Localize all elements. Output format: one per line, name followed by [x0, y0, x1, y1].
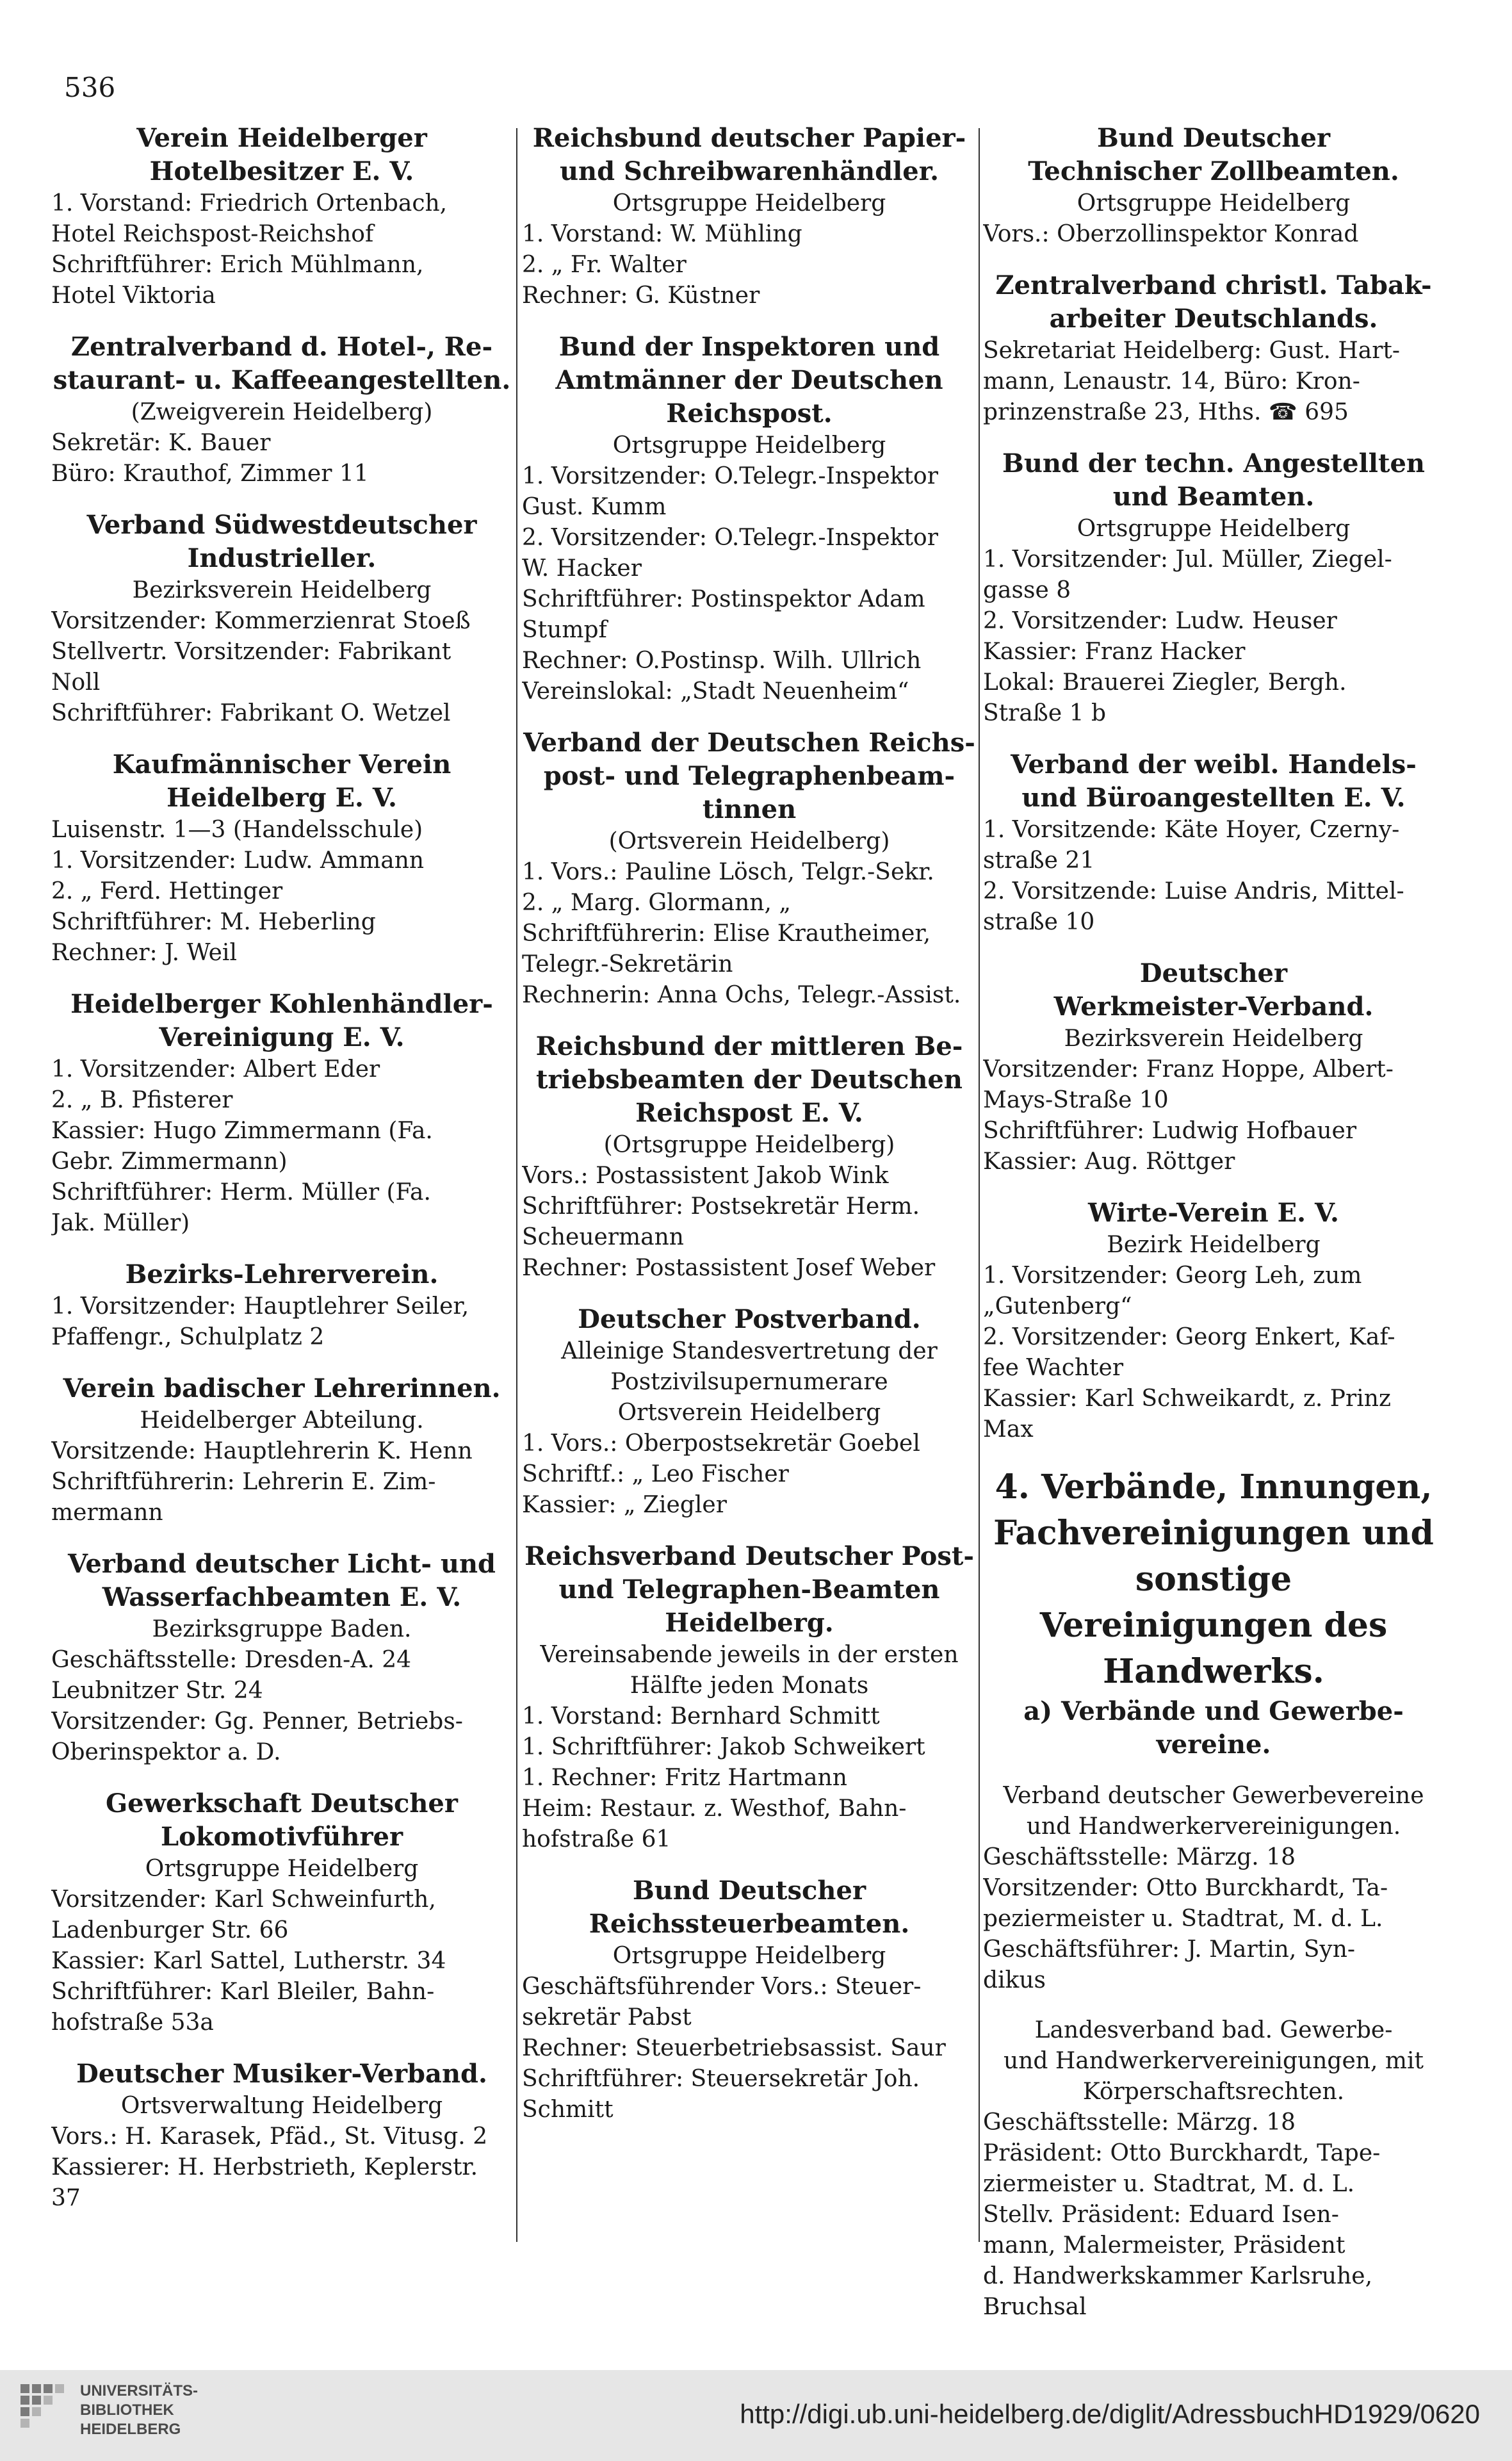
entry-line: Stellv. Präsident: Eduard Isen- [983, 2202, 1339, 2228]
entry-subtitle: Ortsgruppe Heidelberg [612, 432, 886, 459]
section-title: 4. Verbände, Innungen, [995, 1468, 1433, 1507]
entry-title: Reichspost. [666, 398, 833, 429]
entry-subtitle: (Ortsgruppe Heidelberg) [603, 1132, 895, 1158]
entry-line: Vorsitzender: Otto Burckhardt, Ta- [983, 1875, 1388, 1901]
entry-subtitle: und Handwerkervereinigungen. [1026, 1813, 1401, 1840]
entry-line: 1. Vorsitzender: Hauptlehrer Seiler, [51, 1293, 469, 1320]
directory-entry [51, 1787, 512, 2038]
entry-line: fee Wachter [983, 1355, 1124, 1381]
entry-title: Verband Südwestdeutscher [86, 510, 477, 540]
entry-line: Geschäftsstelle: Märzg. 18 [983, 2109, 1296, 2136]
entry-line: 1. Vorstand: Bernhard Schmitt [522, 1703, 880, 1729]
entry-line: 1. Schriftführer: Jakob Schweikert [522, 1734, 925, 1760]
entry-line: Rechner: G. Küstner [522, 282, 760, 309]
entry-line: peziermeister u. Stadtrat, M. d. L. [983, 1906, 1383, 1932]
entry-title: Heidelberg E. V. [167, 783, 397, 813]
entry-line: hofstraße 53a [51, 2009, 214, 2036]
entry-subtitle: Postzivilsupernumerare [610, 1369, 888, 1395]
directory-entry [522, 1874, 977, 2125]
entry-title: Wirte-Verein E. V. [1088, 1198, 1339, 1228]
entry-title: Heidelberg. [665, 1608, 834, 1638]
entry-line: Straße 1 b [983, 700, 1106, 726]
directory-entry [51, 748, 512, 969]
entry-line: Rechner: Steuerbetriebsassist. Saur [522, 2035, 946, 2061]
library-logo-icon [18, 2382, 69, 2433]
library-line: UNIVERSITÄTS- [80, 2382, 199, 2400]
source-url-link[interactable]: http://digi.ub.uni-heidelberg.de/diglit/AdressbuchHD1929/0620 [740, 2399, 1480, 2429]
directory-entry [51, 509, 512, 729]
entry-line: Schriftführer: Ludwig Hofbauer [983, 1118, 1357, 1144]
entry-line: Mays-Straße 10 [983, 1087, 1169, 1113]
entry-line: Telegr.-Sekretärin [522, 951, 733, 977]
entry-title: Verband der Deutschen Reichs- [523, 728, 975, 758]
entry-line: 1. Vorsitzender: O.Telegr.-Inspektor [522, 463, 938, 489]
entry-title: Amtmänner der Deutschen [555, 365, 943, 395]
library-name [80, 2382, 198, 2439]
directory-entry [522, 122, 977, 311]
entry-line: Rechner: Postassistent Josef Weber [522, 1255, 936, 1281]
directory-entry [51, 988, 512, 1239]
entry-line: Max [983, 1416, 1034, 1443]
entry-line: 2. Vorsitzender: O.Telegr.-Inspektor [522, 525, 938, 551]
directory-entry [51, 122, 512, 311]
directory-entry [522, 1540, 977, 1855]
entry-title: Zentralverband d. Hotel-, Re- [70, 332, 493, 362]
column-1 [51, 122, 512, 2233]
entry-title: arbeiter Deutschlands. [1049, 304, 1378, 334]
entry-title: Reichsverband Deutscher Post- [524, 1541, 974, 1571]
entry-title: Gewerkschaft Deutscher [106, 1788, 458, 1819]
entry-subtitle: Ortsgruppe Heidelberg [1077, 516, 1351, 542]
directory-entry [983, 447, 1444, 729]
entry-subtitle: (Zweigverein Heidelberg) [131, 399, 433, 425]
entry-title: tinnen [702, 794, 797, 824]
entry-line: Schriftführer: Erich Mühlmann, [51, 252, 424, 278]
entry-line: W. Hacker [522, 555, 642, 582]
entry-line: Gust. Kumm [522, 494, 667, 520]
entry-title: Verband der weibl. Handels- [1011, 749, 1417, 780]
entry-line: Rechner: J. Weil [51, 940, 237, 966]
entry-title: Industrieller. [187, 543, 377, 573]
directory-entry [51, 1372, 512, 1528]
entry-title: Verband deutscher Licht- und [67, 1549, 496, 1579]
section-subtitle: a) Verbände und Gewerbe- [1023, 1696, 1404, 1726]
entry-subtitle: Ortsgruppe Heidelberg [1077, 190, 1351, 217]
entry-line: Noll [51, 669, 101, 696]
entry-line: 2. Vorsitzender: Ludw. Heuser [983, 608, 1337, 634]
entry-title: Bund Deutscher [1096, 123, 1331, 153]
entry-title: Deutscher [1139, 958, 1288, 988]
entry-subtitle: Heidelberger Abteilung. [140, 1407, 424, 1434]
entry-line: Kassier: Hugo Zimmermann (Fa. [51, 1118, 433, 1144]
entry-line: Büro: Krauthof, Zimmer 11 [51, 461, 369, 487]
entry-line: 1. Vorsitzender: Ludw. Ammann [51, 847, 425, 874]
column-rule [516, 128, 517, 2242]
entry-title: triebsbeamten der Deutschen [536, 1065, 963, 1095]
entry-title: Kaufmännischer Verein [112, 749, 451, 780]
entry-line: Sekretär: K. Bauer [51, 430, 271, 456]
entry-line: „Gutenberg“ [983, 1293, 1132, 1320]
entry-title: und Telegraphen-Beamten [558, 1574, 940, 1605]
entry-line: Schriftf.: „ Leo Fischer [522, 1461, 789, 1487]
directory-entry [522, 1303, 977, 1521]
entry-title: Deutscher Musiker-Verband. [76, 2059, 487, 2089]
directory-entry [983, 957, 1444, 1177]
library-line: BIBLIOTHEK [80, 2401, 174, 2419]
entry-line: Kassier: „ Ziegler [522, 1492, 727, 1518]
entry-line: Schriftführer: Fabrikant O. Wetzel [51, 700, 451, 726]
entry-line: Scheuermann [522, 1224, 684, 1250]
column-rule [979, 128, 980, 2242]
entry-line: Leubnitzer Str. 24 [51, 1678, 263, 1704]
entry-title: und Beamten. [1112, 482, 1315, 512]
directory-entry [522, 726, 977, 1011]
entry-line: hofstraße 61 [522, 1826, 671, 1852]
entry-line: 1. Vors.: Pauline Lösch, Telgr.-Sekr. [522, 859, 934, 885]
entry-line: 1. Vorsitzende: Käte Hoyer, Czerny- [983, 817, 1400, 843]
entry-line: Vereinslokal: „Stadt Neuenheim“ [522, 678, 909, 705]
entry-title: Verein badischer Lehrerinnen. [63, 1373, 501, 1403]
entry-line: Schriftführerin: Lehrerin E. Zim- [51, 1469, 436, 1495]
entry-subtitle: Bezirksgruppe Baden. [152, 1616, 412, 1642]
entry-line: Schriftführer: M. Heberling [51, 909, 376, 935]
entry-subtitle: Alleinige Standesvertretung der [561, 1338, 938, 1364]
entry-line: Rechnerin: Anna Ochs, Telegr.-Assist. [522, 982, 961, 1008]
entry-line: Pfaffengr., Schulplatz 2 [51, 1324, 325, 1350]
entry-line: dikus [983, 1967, 1046, 1993]
entry-line: 2. Vorsitzender: Georg Enkert, Kaf- [983, 1324, 1395, 1350]
entry-line: Schriftführer: Herm. Müller (Fa. [51, 1179, 431, 1206]
entry-line: Oberinspektor a. D. [51, 1739, 281, 1765]
directory-entry [522, 331, 977, 707]
entry-line: Schmitt [522, 2097, 614, 2123]
entry-subtitle: (Ortsverein Heidelberg) [608, 828, 890, 854]
directory-entry [983, 748, 1444, 938]
directory-entry [522, 1030, 977, 1284]
entry-subtitle: Ortsgruppe Heidelberg [612, 1943, 886, 1969]
entry-line: Kassier: Aug. Röttger [983, 1149, 1235, 1175]
entry-subtitle: Bezirksverein Heidelberg [1064, 1026, 1363, 1052]
entry-title: Bund der techn. Angestellten [1002, 448, 1425, 478]
entry-line: Jak. Müller) [51, 1210, 190, 1236]
entry-title: Deutscher Postverband. [578, 1304, 921, 1334]
entry-title: Reichspost E. V. [635, 1098, 863, 1128]
entry-line: Vors.: H. Karasek, Pfäd., St. Vitusg. 2 [51, 2123, 488, 2150]
entry-subtitle: Körperschaftsrechten. [1082, 2079, 1345, 2105]
entry-line: 2. „ Marg. Glormann, „ [522, 890, 792, 916]
entry-title: staurant- u. Kaffeeangestellten. [53, 365, 511, 395]
entry-line: Schriftführer: Postsekretär Herm. [522, 1193, 920, 1220]
entry-title: Reichsbund deutscher Papier- [532, 123, 966, 153]
entry-line: Vorsitzender: Karl Schweinfurth, [51, 1886, 436, 1913]
entry-title: Verein Heidelberger [136, 123, 427, 153]
entry-subtitle: Ortsgruppe Heidelberg [612, 190, 886, 217]
directory-entry [983, 269, 1444, 428]
directory-entry [983, 1197, 1444, 1445]
entry-line: Schriftführer: Steuersekretär Joh. [522, 2066, 920, 2092]
entry-line: d. Handwerkskammer Karlsruhe, [983, 2263, 1373, 2289]
library-line: HEIDELBERG [80, 2421, 181, 2438]
entry-line: 1. Vorstand: W. Mühling [522, 221, 802, 247]
entry-subtitle: Verband deutscher Gewerbevereine [1003, 1783, 1424, 1809]
entry-subtitle: Ortsverwaltung Heidelberg [120, 2093, 443, 2119]
entry-line: Geschäftsstelle: Dresden-A. 24 [51, 1647, 412, 1673]
directory-entry [983, 1781, 1444, 1996]
entry-line: Vorsitzender: Franz Hoppe, Albert- [983, 1056, 1394, 1083]
entry-title: post- und Telegraphenbeam- [543, 761, 955, 791]
entry-line: Sekretariat Heidelberg: Gust. Hart- [983, 338, 1401, 364]
entry-line: 1. Rechner: Fritz Hartmann [522, 1765, 847, 1791]
entry-title: Wasserfachbeamten E. V. [102, 1582, 462, 1612]
entry-line: straße 10 [983, 909, 1095, 935]
entry-line: Hotel Reichspost-Reichshof [51, 221, 374, 247]
entry-line: prinzenstraße 23, Hths. ☎ 695 [983, 399, 1349, 425]
entry-title: Reichssteuerbeamten. [589, 1909, 910, 1939]
entry-line: 1. Vorstand: Friedrich Ortenbach, [51, 190, 448, 217]
entry-subtitle: Hälfte jeden Monats [630, 1672, 869, 1699]
entry-line: Geschäftsführender Vors.: Steuer- [522, 1974, 922, 2000]
entry-line: 2. Vorsitzende: Luise Andris, Mittel- [983, 878, 1404, 904]
directory-entry [51, 1258, 512, 1353]
entry-title: Lokomotivführer [160, 1822, 403, 1852]
entry-line: 2. „ Ferd. Hettinger [51, 878, 283, 904]
entry-line: 2. „ B. Pfisterer [51, 1087, 233, 1113]
entry-line: Geschäftsstelle: Märzg. 18 [983, 1844, 1296, 1870]
entry-line: Stellvertr. Vorsitzender: Fabrikant [51, 639, 451, 665]
entry-line: Luisenstr. 1—3 (Handelsschule) [51, 817, 423, 843]
entry-title: Reichsbund der mittleren Be- [535, 1031, 963, 1061]
entry-line: Hotel Viktoria [51, 282, 216, 309]
entry-subtitle: Landesverband bad. Gewerbe- [1034, 2017, 1393, 2043]
section-title: Vereinigungen des Handwerks. [1039, 1606, 1388, 1691]
directory-entry [51, 331, 512, 489]
entry-title: Technischer Zollbeamten. [1028, 156, 1399, 186]
entry-line: Schriftführerin: Elise Krautheimer, [522, 920, 931, 947]
entry-line: Stumpf [522, 617, 607, 643]
page-number: 536 [64, 72, 116, 103]
entry-line: Vors.: Oberzollinspektor Konrad [983, 221, 1359, 247]
entry-line: Kassier: Karl Sattel, Lutherstr. 34 [51, 1948, 446, 1974]
section-subtitle: vereine. [1156, 1729, 1271, 1760]
entry-title: Vereinigung E. V. [159, 1022, 405, 1052]
entry-line: Lokal: Brauerei Ziegler, Bergh. [983, 669, 1347, 696]
entry-line: 1. Vorsitzender: Albert Eder [51, 1056, 380, 1083]
entry-line: Bruchsal [983, 2294, 1087, 2320]
entry-line: ziermeister u. Stadtrat, M. d. L. [983, 2171, 1355, 2197]
entry-line: Gebr. Zimmermann) [51, 1149, 288, 1175]
entry-line: Ladenburger Str. 66 [51, 1917, 289, 1943]
entry-title: Zentralverband christl. Tabak- [995, 270, 1432, 300]
entry-line: Schriftführer: Karl Bleiler, Bahn- [51, 1979, 435, 2005]
entry-line: 2. „ Fr. Walter [522, 252, 687, 278]
entry-line: 1. Vorsitzender: Georg Leh, zum [983, 1263, 1362, 1289]
column-2 [522, 122, 977, 2145]
entry-line: mann, Lenaustr. 14, Büro: Kron- [983, 368, 1360, 395]
column-3 [983, 122, 1444, 2342]
entry-title: Hotelbesitzer E. V. [149, 156, 414, 186]
entry-line: sekretär Pabst [522, 2004, 692, 2031]
directory-entry [983, 2015, 1444, 2323]
entry-subtitle: und Handwerkervereinigungen, mit [1004, 2048, 1424, 2074]
section-title: Fachvereinigungen und sonstige [993, 1514, 1434, 1599]
entry-line: Schriftführer: Postinspektor Adam [522, 586, 925, 612]
footer-bar [0, 2370, 1512, 2461]
entry-line: Vorsitzender: Kommerzienrat Stoeß [51, 608, 471, 634]
entry-title: und Büroangestellten E. V. [1021, 783, 1406, 813]
entry-line: gasse 8 [983, 577, 1071, 603]
directory-entry [51, 1548, 512, 1768]
entry-line: 1. Vors.: Oberpostsekretär Goebel [522, 1430, 920, 1457]
entry-subtitle: Ortsgruppe Heidelberg [145, 1856, 419, 1882]
entry-line: Rechner: O.Postinsp. Wilh. Ullrich [522, 648, 922, 674]
entry-line: Vorsitzender: Gg. Penner, Betriebs- [51, 1708, 463, 1735]
entry-line: Vorsitzende: Hauptlehrerin K. Henn [51, 1438, 473, 1464]
entry-title: Werkmeister-Verband. [1053, 992, 1374, 1022]
entry-line: Kassier: Karl Schweikardt, z. Prinz [983, 1386, 1391, 1412]
entry-line: Geschäftsführer: J. Martin, Syn- [983, 1936, 1356, 1963]
entry-title: Bund der Inspektoren und [558, 332, 940, 362]
entry-line: Heim: Restaur. z. Westhof, Bahn- [522, 1795, 907, 1822]
entry-line: Kassier: Franz Hacker [983, 639, 1246, 665]
entry-title: Bezirks-Lehrerverein. [125, 1259, 439, 1289]
section-heading [983, 1464, 1444, 1762]
entry-line: mermann [51, 1500, 163, 1526]
entry-line: Vors.: Postassistent Jakob Wink [522, 1163, 889, 1189]
entry-subtitle: Bezirk Heidelberg [1107, 1232, 1321, 1258]
entry-line: straße 21 [983, 847, 1095, 874]
entry-title: und Schreibwarenhändler. [559, 156, 939, 186]
entry-line: 1. Vorsitzender: Jul. Müller, Ziegel- [983, 546, 1392, 573]
directory-entry [983, 122, 1444, 250]
entry-title: Bund Deutscher [632, 1876, 866, 1906]
directory-entry [51, 2057, 512, 2214]
entry-line: mann, Malermeister, Präsident [983, 2232, 1345, 2259]
entry-line: Präsident: Otto Burckhardt, Tape- [983, 2140, 1381, 2166]
entry-line: Kassierer: H. Herbstrieth, Keplerstr. 37 [51, 2154, 478, 2211]
entry-title: Heidelberger Kohlenhändler- [70, 989, 493, 1019]
entry-subtitle: Bezirksverein Heidelberg [132, 577, 432, 603]
entry-subtitle: Ortsverein Heidelberg [617, 1400, 881, 1426]
entry-subtitle: Vereinsabende jeweils in der ersten [540, 1642, 959, 1668]
